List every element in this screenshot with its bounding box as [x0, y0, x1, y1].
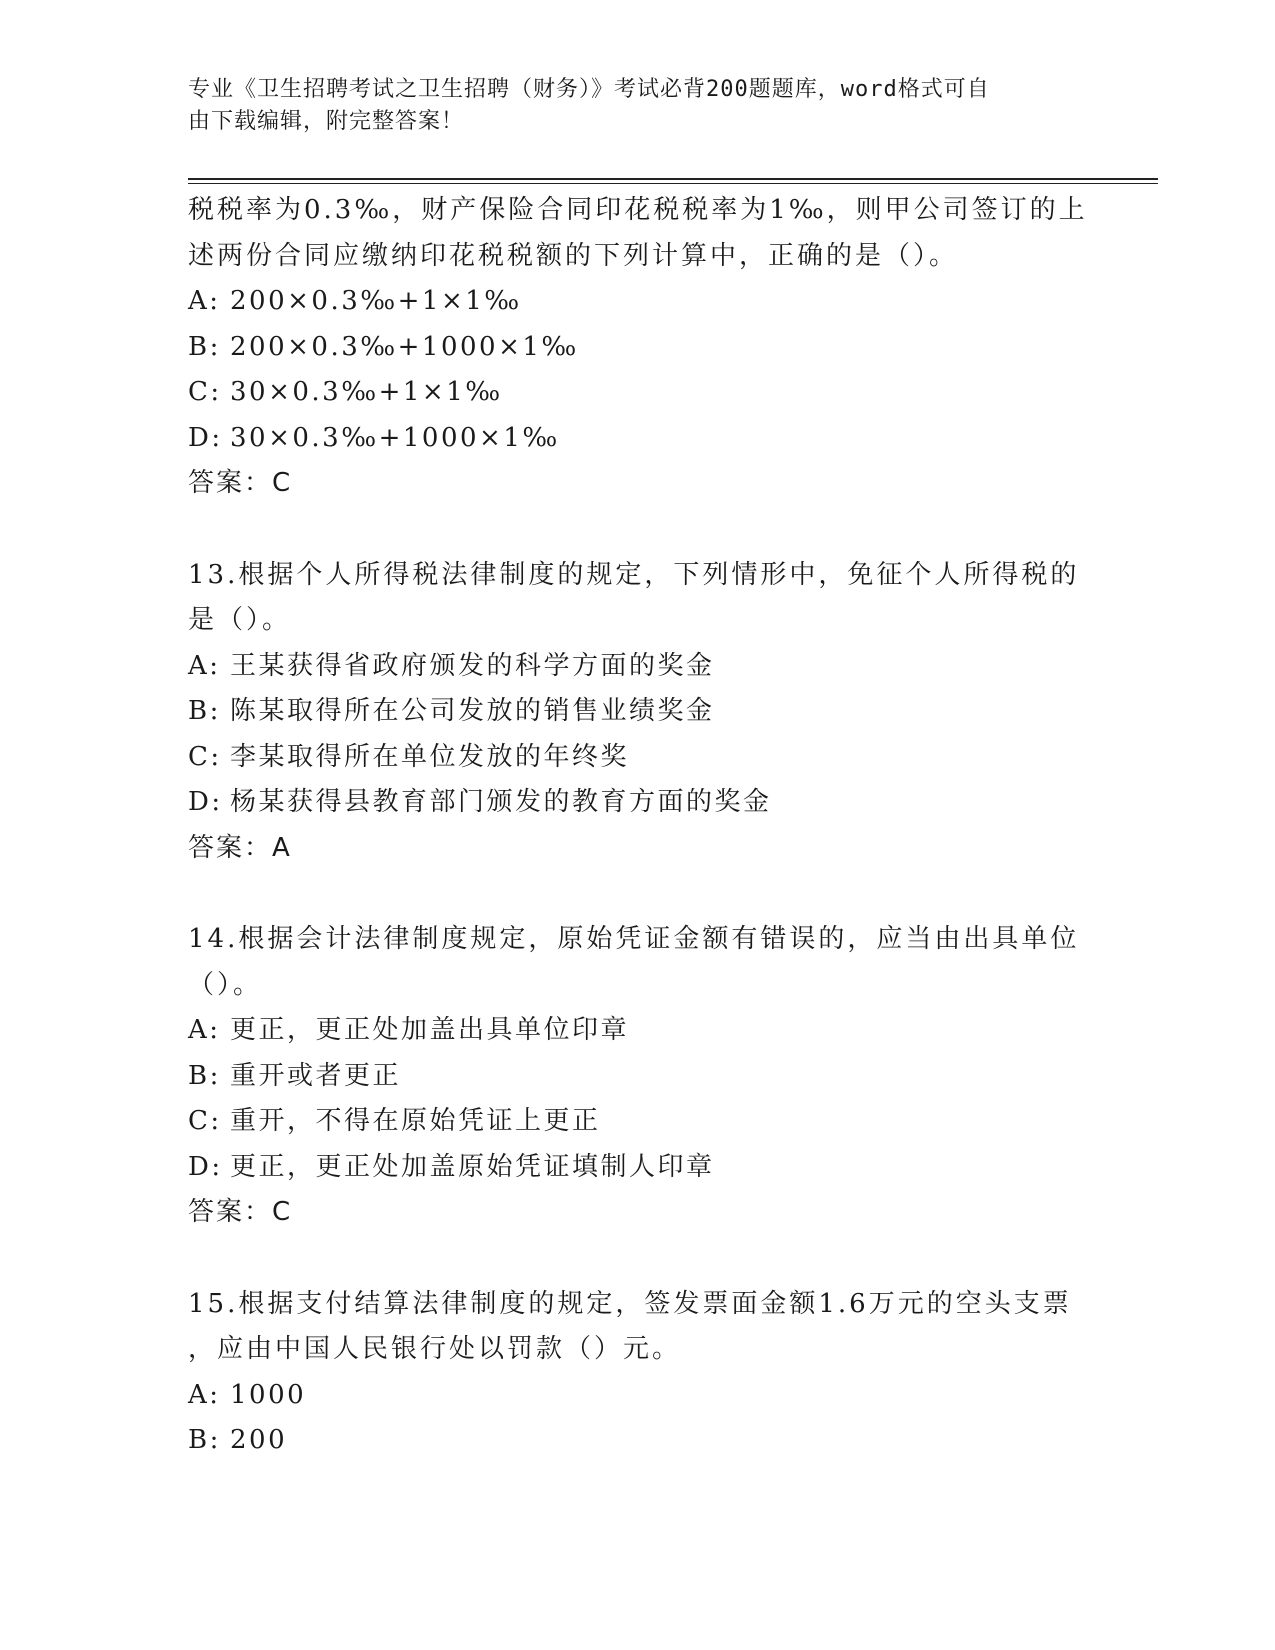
- question-stem-line: （）。: [188, 969, 263, 1000]
- option-text: 200: [230, 1425, 288, 1455]
- question-stem-line: 述两份合同应缴纳印花税税额的下列计算中，正确的是（）。: [188, 240, 959, 271]
- option-text: 30×0.3‰+1000×1‰: [230, 422, 560, 453]
- option-text: 更正，更正处加盖原始凭证填制人印章: [230, 1151, 715, 1182]
- option-c: [188, 370, 1088, 416]
- option-text: 重开，不得在原始凭证上更正: [230, 1106, 601, 1136]
- answer-line: 答案：C: [188, 1197, 293, 1227]
- option-key: D:: [188, 787, 223, 817]
- option-key: B:: [188, 696, 221, 726]
- question-13: [188, 553, 1088, 872]
- option-text: 重开或者更正: [230, 1060, 402, 1091]
- answer-line: 答案：A: [188, 832, 292, 863]
- option-d: [188, 1145, 1088, 1191]
- option-key: B:: [188, 1425, 221, 1455]
- option-a: [188, 279, 1088, 325]
- header-rule-thick: [188, 178, 1158, 180]
- option-key: A:: [188, 286, 221, 316]
- option-key: A:: [188, 650, 221, 681]
- question-stem-line: 15.根据支付结算法律制度的规定，签发票面金额1.6万元的空头支票: [188, 1288, 1072, 1319]
- option-text: 王某获得省政府颁发的科学方面的奖金: [230, 650, 715, 681]
- question-stem-line: 是（）。: [188, 605, 292, 635]
- option-b: [188, 1054, 1088, 1100]
- question-15: [188, 1282, 1088, 1464]
- option-text: 200×0.3‰+1000×1‰: [230, 331, 579, 362]
- question-stem-line: 13.根据个人所得税法律制度的规定，下列情形中，免征个人所得税的: [188, 559, 1080, 590]
- option-b: [188, 325, 1088, 371]
- option-key: A:: [188, 1379, 221, 1410]
- answer-line: 答案：C: [188, 468, 293, 498]
- option-key: B:: [188, 1060, 221, 1091]
- option-a: [188, 644, 1088, 690]
- header-line-1: 专业《卫生招聘考试之卫生招聘（财务）》考试必背200题题库，word格式可自: [188, 77, 990, 102]
- option-a: [188, 1373, 1088, 1419]
- option-c: [188, 1099, 1088, 1145]
- option-text: 李某取得所在单位发放的年终奖: [230, 741, 630, 772]
- option-key: C:: [188, 377, 222, 407]
- question-stem-line: ，应由中国人民银行处以罚款（）元。: [188, 1334, 682, 1364]
- option-text: 1000: [230, 1379, 307, 1410]
- option-key: C:: [188, 1106, 222, 1136]
- option-c: [188, 735, 1088, 781]
- question-list: [188, 188, 1088, 1510]
- option-key: C:: [188, 741, 222, 772]
- option-d: [188, 416, 1088, 462]
- question-stem-line: 14.根据会计法律制度规定，原始凭证金额有错误的，应当由出具单位: [188, 924, 1080, 954]
- option-d: [188, 780, 1088, 826]
- option-a: [188, 1008, 1088, 1054]
- header-line-2: 由下载编辑，附完整答案！: [188, 109, 465, 134]
- option-key: B:: [188, 331, 221, 362]
- option-b: [188, 689, 1088, 735]
- question-12: [188, 188, 1088, 507]
- option-text: 更正，更正处加盖出具单位印章: [230, 1015, 630, 1045]
- option-text: 30×0.3‰+1×1‰: [230, 377, 503, 407]
- document-header: [188, 74, 1088, 138]
- option-key: D:: [188, 422, 223, 453]
- option-text: 200×0.3‰+1×1‰: [230, 286, 522, 316]
- option-text: 杨某获得县教育部门颁发的教育方面的奖金: [230, 787, 772, 817]
- option-key: D:: [188, 1151, 223, 1182]
- question-14: [188, 917, 1088, 1236]
- header-rule-thin: [188, 183, 1158, 184]
- option-text: 陈某取得所在公司发放的销售业绩奖金: [230, 696, 715, 726]
- option-key: A:: [188, 1015, 221, 1045]
- option-b: [188, 1418, 1088, 1464]
- question-stem-line: 税税率为0.3‰，财产保险合同印花税税率为1‰，则甲公司签订的上: [188, 195, 1088, 225]
